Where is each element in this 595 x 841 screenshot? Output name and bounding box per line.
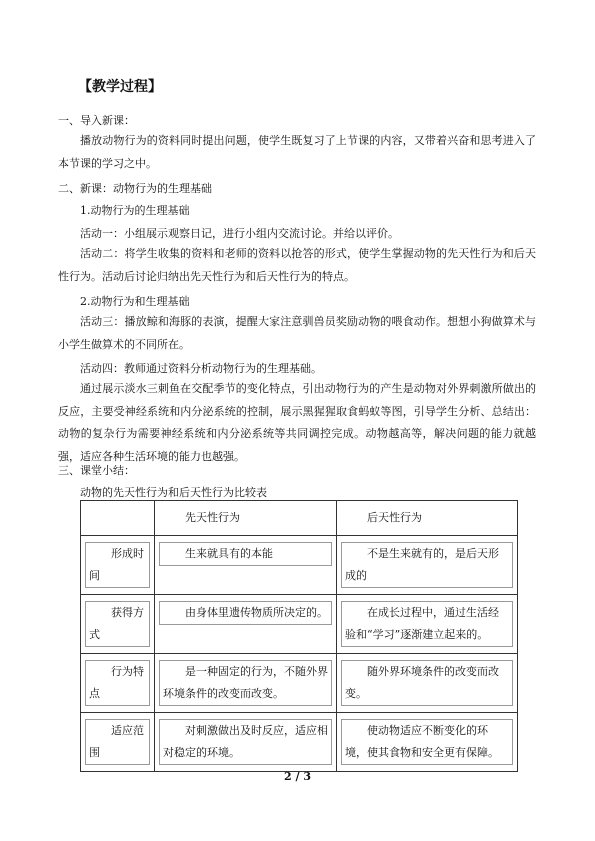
innate-text: 生来就具有的本能 [159, 542, 332, 566]
intro-paragraph: 播放动物行为的资料同时提出问题，使学生既复习了上节课的内容，又带着兴奋和思考进入了本节课的学习之中。 [58, 134, 536, 170]
table-header-cell: 后天性行为 [337, 501, 518, 536]
innate-cell [155, 536, 337, 595]
section-2-title: 二、新课：动物行为的生理基础 [58, 182, 212, 195]
table-header-cell: 先天性行为 [155, 501, 337, 536]
row-label [81, 536, 155, 595]
row-label-text: 形成时间 [85, 542, 150, 588]
row-label-text: 适应范围 [85, 719, 150, 765]
learned-text: 使动物适应不断变化的环境，使其食物和安全更有保障。 [341, 719, 513, 765]
innate-cell [155, 654, 337, 713]
section-1-title: 一、导入新课： [58, 114, 135, 127]
activity-3: 活动三：播放鲸和海豚的表演，提醒大家注意驯兽员奖励动物的喂食动作。想想小狗做算术与小学生做算术的不同所在。 [58, 315, 536, 351]
innate-text: 对刺激做出及时反应，适应相对稳定的环境。 [159, 719, 332, 765]
learned-cell [337, 536, 518, 595]
innate-text: 由身体里遗传物质所决定的。 [159, 601, 332, 625]
table-header-row [81, 501, 518, 536]
table-row [81, 654, 518, 713]
learned-cell [337, 654, 518, 713]
activity-2: 活动二：将学生收集的资料和老师的资料以抢答的形式，使学生掌握动物的先天性行为和后天性行为。活动后讨论归纳出先天性行为和后天性行为的特点。 [58, 247, 536, 283]
row-label [81, 713, 155, 772]
table-row [81, 595, 518, 654]
learned-cell [337, 713, 518, 772]
activity-4: 活动四：教师通过资料分析动物行为的生理基础。 [80, 362, 322, 375]
subsection-2-title: 2.动物行为和生理基础 [80, 295, 190, 308]
learned-text: 在成长过程中，通过生活经验和“学习”逐渐建立起来的。 [341, 601, 513, 647]
activity-1: 活动一：小组展示观察日记，进行小组内交流讨论。并给以评价。 [80, 227, 399, 240]
table-header-cell [81, 501, 155, 536]
learned-text: 随外界环境条件的改变而改变。 [341, 660, 513, 706]
comparison-table [80, 500, 518, 772]
table-caption: 动物的先天性行为和后天性行为比较表 [80, 486, 267, 499]
row-label-text: 获得方式 [85, 601, 150, 647]
subsection-1-title: 1.动物行为的生理基础 [80, 204, 190, 217]
row-label [81, 595, 155, 654]
section-3-title: 三、课堂小结： [58, 464, 135, 477]
innate-cell [155, 595, 337, 654]
section-heading: 【教学过程】 [78, 79, 162, 95]
innate-cell [155, 713, 337, 772]
learned-cell [337, 595, 518, 654]
learned-text: 不是生来就有的，是后天形成的 [341, 542, 513, 588]
table-row [81, 713, 518, 772]
analysis-paragraph: 通过展示淡水三刺鱼在交配季节的变化特点，引出动物行为的产生是动物对外界刺激所做出的反应，主要受神经系统和内分泌系统的控制，展示黑猩猩取食蚂蚁等图，引导学生分析、总结出：动物的复杂行为需要神经系统和内分泌系统等共同调控完成。动物越高等，解决问题的能力就越强，适应各种生活环境的能力也越强。 [58, 382, 536, 463]
row-label-text: 行为特点 [85, 660, 150, 706]
table-row [81, 536, 518, 595]
row-label [81, 654, 155, 713]
innate-text: 是一种固定的行为，不随外界环境条件的改变而改变。 [159, 660, 332, 706]
page-number: 2 / 3 [284, 770, 311, 783]
